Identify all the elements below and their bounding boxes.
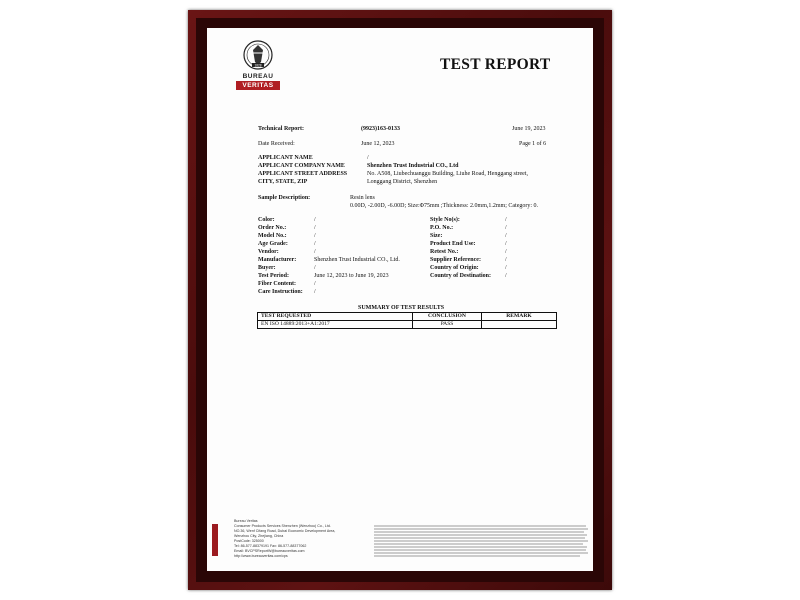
seal-emblem-icon bbox=[243, 38, 273, 72]
field-label: Manufacturer: bbox=[258, 257, 297, 263]
field-label: Test Period: bbox=[258, 273, 289, 279]
street-address-value-1: No. A508, Liubechuanggu Building, Liuhe Road, Henggang street, bbox=[367, 171, 528, 177]
street-address-label: APPLICANT STREET ADDRESS bbox=[258, 171, 348, 177]
field-label: Product End Use: bbox=[430, 241, 476, 247]
applicant-name-value: / bbox=[367, 155, 369, 161]
header-test-requested: TEST REQUESTED bbox=[258, 313, 413, 321]
cell-test: EN ISO 14889:2013+A1:2017 bbox=[258, 321, 413, 329]
seal-year: 1828 bbox=[254, 63, 262, 68]
city-state-zip-label: CITY, STATE, ZIP bbox=[258, 179, 308, 185]
applicant-name-label: APPLICANT NAME bbox=[258, 155, 313, 161]
report-page bbox=[207, 28, 593, 571]
field-label: Care Instruction: bbox=[258, 289, 303, 295]
company-name-label: APPLICANT COMPANY NAME bbox=[258, 163, 345, 169]
date-received-label: Date Received: bbox=[258, 141, 295, 147]
footer-line: http://www.bureauveritas.com/cps bbox=[234, 554, 288, 558]
footer-line: Wenzhou City, Zhejiang, China bbox=[234, 534, 284, 538]
field-value: / bbox=[314, 265, 316, 271]
results-table bbox=[257, 312, 557, 329]
field-value: / bbox=[505, 265, 507, 271]
field-label: Age Grade: bbox=[258, 241, 288, 247]
street-address-value-2: Longgang District, Shenzhen bbox=[367, 179, 438, 185]
footer-line: Email: BVCPSReportW@bureauveritas.com bbox=[234, 549, 305, 553]
report-date: June 19, 2023 bbox=[512, 126, 546, 132]
field-value: / bbox=[505, 257, 507, 263]
field-label: Retest No.: bbox=[430, 249, 459, 255]
field-label: Color: bbox=[258, 217, 275, 223]
logo-word-veritas: VERITAS bbox=[236, 81, 280, 90]
footer-line: Tel: 86-577-88379191 Fax: 86-577-88377062 bbox=[234, 544, 307, 548]
page-info: Page 1 of 6 bbox=[519, 141, 547, 147]
field-label: Supplier Reference: bbox=[430, 257, 481, 263]
field-value: / bbox=[505, 249, 507, 255]
field-value: / bbox=[314, 217, 316, 223]
field-value: / bbox=[314, 241, 316, 247]
logo-word-bureau: BUREAU bbox=[242, 73, 274, 80]
footer-accent-bar bbox=[212, 524, 218, 556]
field-value: / bbox=[314, 249, 316, 255]
field-value: / bbox=[505, 273, 507, 279]
results-header-row bbox=[258, 313, 557, 321]
field-label: Order No.: bbox=[258, 225, 287, 231]
field-label: Country of Origin: bbox=[430, 265, 479, 271]
footer-line: Bureau Veritas bbox=[234, 519, 258, 523]
header-conclusion: CONCLUSION bbox=[413, 313, 482, 321]
legal-fine-print bbox=[374, 524, 589, 564]
field-label: Style No(s): bbox=[430, 217, 460, 223]
bureau-veritas-logo bbox=[236, 38, 280, 90]
field-label: Buyer: bbox=[258, 265, 276, 271]
field-value: / bbox=[505, 217, 507, 223]
field-label: Fiber Content: bbox=[258, 281, 297, 287]
footer-line: Consumer Products Services Shenzhen (Wenzhou) Co., Ltd. bbox=[234, 524, 331, 528]
date-received-value: June 12, 2023 bbox=[361, 141, 395, 147]
sample-description-value-1: Resin lens bbox=[350, 195, 375, 201]
sample-description-label: Sample Description: bbox=[258, 195, 311, 201]
cell-conclusion: PASS bbox=[413, 321, 482, 329]
cell-remark bbox=[482, 321, 557, 329]
report-title: TEST REPORT bbox=[440, 56, 551, 73]
summary-title: SUMMARY OF TEST RESULTS bbox=[358, 305, 445, 311]
table-row bbox=[258, 321, 557, 329]
footer-line: PostCode: 325000 bbox=[234, 539, 264, 543]
field-value: / bbox=[314, 225, 316, 231]
field-label: Size: bbox=[430, 233, 443, 239]
field-value: / bbox=[505, 241, 507, 247]
field-label: Vendor: bbox=[258, 249, 279, 255]
field-label: Country of Destination: bbox=[430, 273, 491, 279]
field-label: Model No.: bbox=[258, 233, 287, 239]
technical-report-value: (9923)163-0133 bbox=[361, 126, 400, 132]
company-name-value: Shenzhen Trust Industrial CO., Ltd bbox=[367, 163, 459, 169]
field-value: / bbox=[314, 233, 316, 239]
field-value: / bbox=[314, 281, 316, 287]
field-value: / bbox=[505, 233, 507, 239]
field-value: Shenzhen Trust Industrial CO., Ltd. bbox=[314, 257, 400, 263]
technical-report-label: Technical Report: bbox=[258, 126, 304, 132]
sample-description-value-2: 0.00D, -2.00D, -6.00D; Size:Φ75mm ;Thickness: 2.0mm,1.2mm; Category: 0. bbox=[350, 203, 539, 209]
header-remark: REMARK bbox=[482, 313, 557, 321]
field-label: P.O. No.: bbox=[430, 225, 454, 231]
field-value: / bbox=[314, 289, 316, 295]
field-value: / bbox=[505, 225, 507, 231]
footer-line: NO.36, Wenf Cifang Road, Dubai Economic Development Area, bbox=[234, 529, 336, 533]
field-value: June 12, 2023 to June 19, 2023 bbox=[314, 273, 389, 279]
